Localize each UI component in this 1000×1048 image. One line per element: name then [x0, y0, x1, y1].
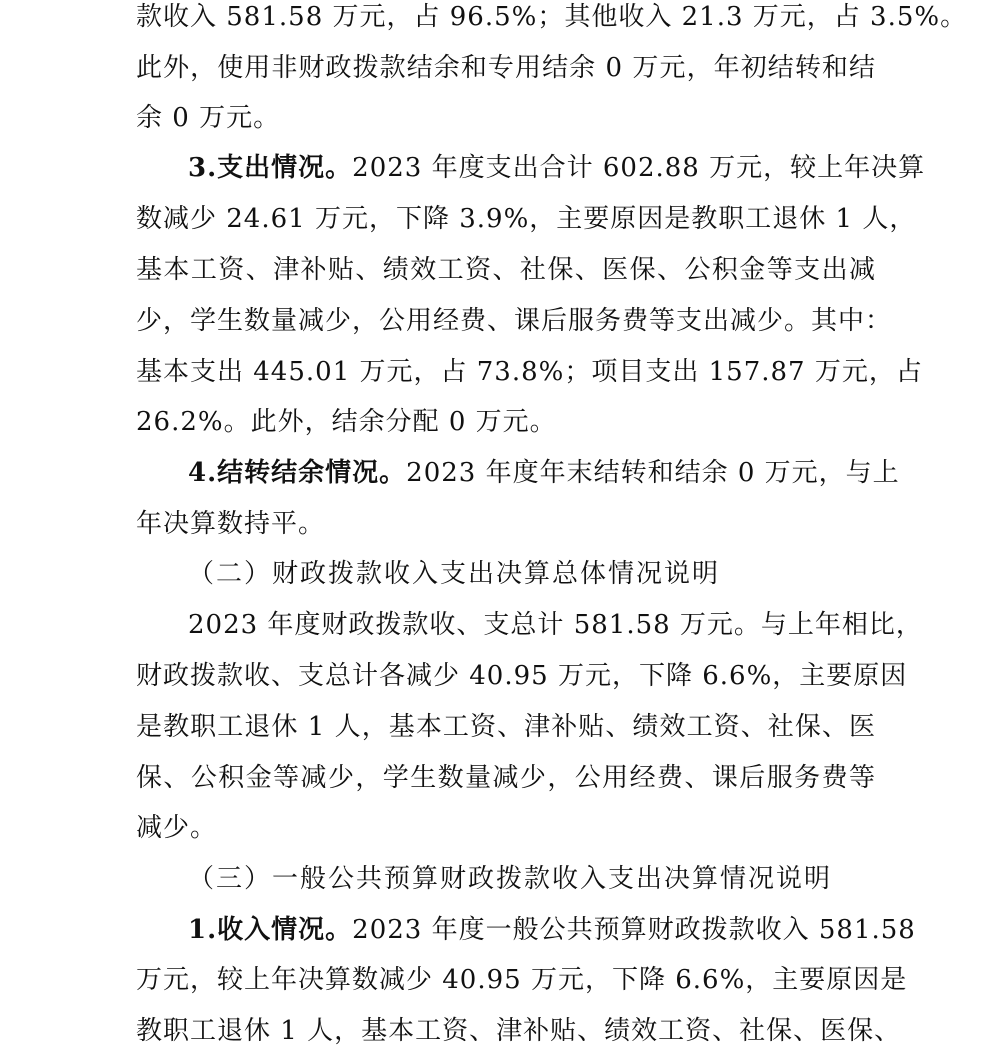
paragraph-text: 2023 年度年末结转和结余 0 万元，与上	[406, 458, 900, 488]
paragraph-line: 教职工退休 1 人，基本工资、津补贴、绩效工资、社保、医保、	[136, 1016, 902, 1046]
section-lead-carryover: 4.结转结余情况。	[188, 458, 407, 488]
paragraph-line: 此外，使用非财政拨款结余和专用结余 0 万元，年初结转和结	[136, 53, 876, 83]
paragraph-line: 基本工资、津补贴、绩效工资、社保、医保、公积金等支出减	[136, 255, 876, 285]
paragraph-line: 2023 年度财政拨款收、支总计 581.58 万元。与上年相比，	[188, 610, 923, 640]
section-lead-expenditure: 3.支出情况。	[188, 153, 353, 183]
section-heading: （三）一般公共预算财政拨款收入支出决算情况说明	[188, 864, 833, 894]
paragraph-line: 26.2%。此外，结余分配 0 万元。	[136, 407, 557, 437]
paragraph-line: 保、公积金等减少，学生数量减少，公用经费、课后服务费等	[136, 763, 876, 793]
paragraph-line: 是教职工退休 1 人，基本工资、津补贴、绩效工资、社保、医	[136, 712, 876, 742]
paragraph-line: 年决算数持平。	[136, 509, 326, 539]
paragraph-line: 数减少 24.61 万元，下降 3.9%，主要原因是教职工退休 1 人，	[136, 204, 917, 234]
paragraph-line: 款收入 581.58 万元，占 96.5%；其他收入 21.3 万元，占 3.5%。	[136, 2, 968, 32]
paragraph-line: 余 0 万元。	[136, 103, 281, 133]
paragraph-line: 少，学生数量减少，公用经费、课后服务费等支出减少。其中：	[136, 306, 893, 336]
paragraph-line	[188, 913, 916, 947]
paragraph-line: 减少。	[136, 813, 218, 843]
paragraph-text: 2023 年度支出合计 602.88 万元，较上年决算	[352, 153, 926, 183]
section-heading: （二）财政拨款收入支出决算总体情况说明	[188, 559, 721, 589]
paragraph-line: 基本支出 445.01 万元，占 73.8%；项目支出 157.87 万元，占	[136, 357, 923, 387]
paragraph-line	[188, 456, 900, 490]
paragraph-line: 万元，较上年决算数减少 40.95 万元，下降 6.6%，主要原因是	[136, 965, 908, 995]
paragraph-line: 财政拨款收、支总计各减少 40.95 万元，下降 6.6%，主要原因	[136, 661, 908, 691]
paragraph-text: 2023 年度一般公共预算财政拨款收入 581.58	[352, 915, 916, 945]
section-lead-income: 1.收入情况。	[188, 915, 353, 945]
paragraph-line	[188, 151, 926, 185]
